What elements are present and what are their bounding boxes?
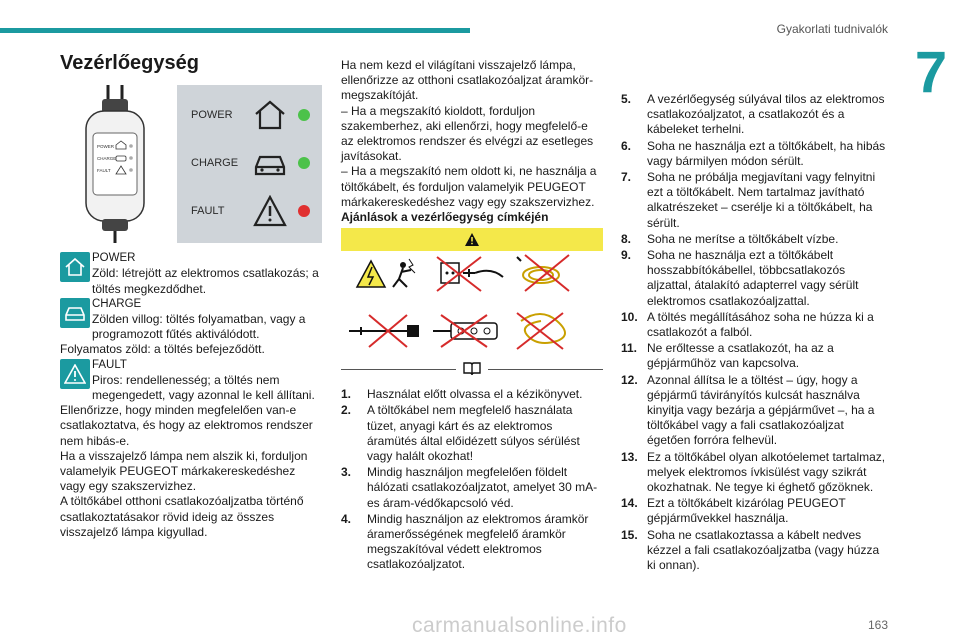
page-number: 163 (867, 618, 888, 632)
house-icon (60, 252, 90, 282)
page-title: Vezérlőegység (60, 52, 199, 74)
recommendations-list-a (341, 387, 603, 572)
list-item: 2. A töltőkábel nem megfelelő használata tüzet, anyagi kárt és az elektromos áramütés által előidézett súlyos sérülést vagy halált okozhat! (341, 403, 580, 464)
indicator-panel (177, 85, 322, 243)
list-item: 13. Ez a töltőkábel olyan alkotóelemet tartalmaz, melyek elektromos ívkisülést vagy szikrát okozhatnak. Ne tegye ki éghető gőzöknek. (621, 449, 886, 495)
no-coiled-cable-icon (517, 255, 569, 291)
no-damaged-socket-icon (437, 257, 503, 291)
indicator-text: Zöld: létrejött az elektromos csatlakozás; a töltés megkezdődhet. (92, 266, 319, 296)
car-icon (60, 298, 90, 328)
control-unit-illustration (60, 85, 171, 243)
list-item: 12. Azonnal állítsa le a töltést – úgy, hogy a gépjármű távirányítós kulcsát használva kinyitja vagy bezárja a gépjárművet –, ha a töltőkábel vagy a fali csatlakozóaljzat égetően forróra felhevül. (621, 372, 875, 448)
warning-icon (60, 359, 90, 389)
list-item: 3. Mindig használjon megfelelően földelt hálózati csatlakozóaljzatot, amelyet 30 mA-es áram-védőkapcsoló véd. (341, 465, 598, 510)
panel-row-power (191, 95, 310, 135)
device-power-label: POWER (97, 144, 115, 150)
column-1 (60, 52, 322, 540)
label-pictograms (341, 251, 603, 359)
manual-divider (341, 361, 603, 377)
no-tangled-cable-icon (517, 313, 565, 349)
list-item: 8. Soha ne merítse a töltőkábelt vízbe. (621, 231, 839, 246)
electric-shock-icon (357, 259, 415, 287)
chapter-number: 7 (914, 40, 948, 105)
house-icon (253, 99, 287, 131)
device-charge-label: CHARGE (97, 156, 117, 162)
list-item: 6. Soha ne használja ezt a töltőkábelt, ha hibás vagy bármilyen módon sérült. (621, 138, 886, 168)
fault-led (298, 205, 310, 217)
indicator-power (60, 251, 322, 297)
panel-fault-label: FAULT (191, 204, 225, 217)
indicator-label: POWER (92, 252, 136, 265)
breaker-intro: Ha nem kezd el világítani visszajelző lámpa, ellenőrizze az otthoni csatlakozóaljzat áramkör-megszakítóját. (341, 58, 594, 103)
header-accent-bar (0, 28, 470, 33)
indicator-fault-text2: Ellenőrizze, hogy minden megfelelően van-e csatlakoztatva, és hogy az elektromos rendszer nem hibás-e. (60, 403, 313, 448)
section-title: Gyakorlati tudnivalók (776, 22, 888, 36)
warning-bar (341, 228, 603, 251)
list-item: 1. Használat előtt olvassa el a kézikönyvet. (341, 387, 583, 402)
footer-watermark: carmanualsonline.info (412, 614, 627, 637)
label-heading: Ajánlások a vezérlőegység címkéjén (341, 210, 549, 225)
list-item: 14. Ezt a töltőkábelt kizárólag PEUGEOT gépjárművekkel használja. (621, 496, 846, 526)
column-2 (341, 58, 603, 574)
no-extension-cable-icon (349, 315, 419, 347)
control-unit-figure (60, 85, 322, 243)
column-3 (621, 92, 886, 574)
panel-power-label: POWER (191, 108, 233, 121)
no-multi-socket-icon (433, 315, 497, 347)
car-icon (253, 147, 287, 179)
list-item: 4. Mindig használjon az elektromos áramkör áramerősségének megfelelő áramkör megszakítóval védett elektromos csatlakozóaljzatot. (341, 511, 589, 572)
list-item: 7. Soha ne próbálja megjavítani vagy felnyitni ezt a töltőkábelt. Nem tartalmaz javítható alkatrészeket – cserélje ki a töltőkábelt, ha sérült. (621, 170, 876, 230)
power-led (298, 109, 310, 121)
device-fault-label: FAULT (97, 168, 111, 174)
indicator-fault-text3: Ha a visszajelző lámpa nem alszik ki, forduljon valamelyik PEUGEOT márkakereskedéshez vagy egy szakszervizhez. (60, 448, 308, 494)
book-icon (462, 361, 482, 377)
list-item: 9. Soha ne használja ezt a töltőkábelt hosszabbítókábellel, többcsatlakozós aljzattal, átalakító adapterrel vagy sérült elektromos csatlakozóaljzattal. (621, 248, 859, 308)
panel-row-charge (191, 143, 310, 183)
indicator-charge (60, 297, 322, 343)
indicator-text: Zölden villog: töltés folyamatban, vagy a programozott fűtés aktiválódott. (92, 312, 306, 342)
warning-icon (253, 195, 287, 227)
indicator-fault (60, 358, 322, 404)
panel-row-fault (191, 191, 310, 231)
indicator-text: Piros: rendellenesség; a töltés nem megengedett, vagy azonnal le kell állítani. (92, 372, 315, 403)
indicator-label: CHARGE (92, 297, 142, 310)
charge-led (298, 157, 310, 169)
breaker-dash-2: – Ha a megszakító nem oldott ki, ne használja a töltőkábelt, és forduljon valamelyik PEUGEOT márkakereskedéshez vagy egy szakszervizhez. (341, 164, 597, 209)
list-item: 15. Soha ne csatlakoztassa a kábelt nedves kézzel a fali csatlakozóaljzatba (vagy húzza ki onnan). (621, 527, 880, 573)
breaker-dash-1: – Ha a megszakító kioldott, forduljon szakemberhez, aki ellenőrzi, hogy megfelelő-e az elektromos rendszer és elvégzi az esetleges javításokat. (341, 103, 594, 164)
warning-icon (465, 233, 479, 246)
indicator-label: FAULT (92, 358, 127, 371)
list-item: 5. A vezérlőegység súlyával tilos az elektromos csatlakozóaljzatot, a csatlakozót és a kábeleket terhelni. (621, 92, 885, 137)
panel-charge-label: CHARGE (191, 156, 239, 169)
indicator-charge-text2: Folyamatos zöld: a töltés befejeződött. (60, 342, 265, 357)
indicator-fault-text4: A töltőkábel otthoni csatlakozóaljzatba történő csatlakoztatásakor rövid ideig az összes visszajelző lámpa kigyullad. (60, 494, 304, 539)
list-item: 10. A töltés megállításához soha ne húzza ki a csatlakozót a falból. (621, 309, 874, 340)
recommendations-list-b (621, 92, 886, 573)
list-item: 11. Ne erőltesse a csatlakozót, ha az a gépjárműhöz van kapcsolva. (621, 341, 834, 371)
